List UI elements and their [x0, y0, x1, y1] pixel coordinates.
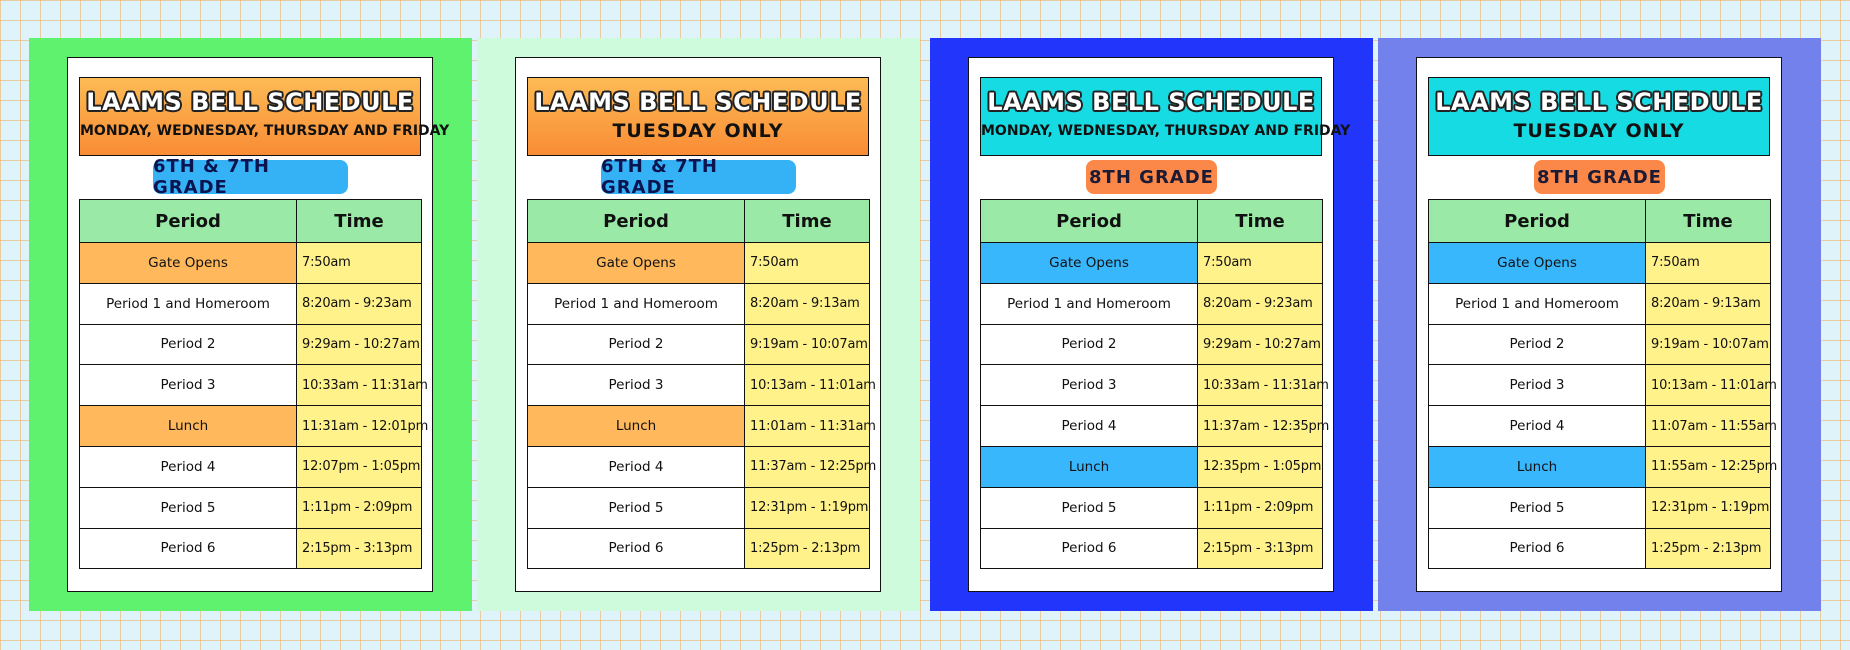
time-cell: 11:31am - 12:01pm [297, 406, 422, 447]
period-cell: Period 3 [981, 365, 1198, 406]
table-row [80, 365, 422, 406]
schedule-card [968, 57, 1351, 592]
table-header-row [981, 200, 1323, 243]
time-cell: 7:50am [1646, 243, 1771, 284]
period-cell: Period 3 [1429, 365, 1646, 406]
table-row [1429, 243, 1771, 284]
table-row [981, 406, 1323, 447]
period-column-header: Period [1429, 200, 1646, 243]
period-cell: Period 2 [80, 324, 297, 365]
period-cell: Period 4 [981, 406, 1198, 447]
time-cell: 2:15pm - 3:13pm [297, 528, 422, 569]
schedule-days: TUESDAY ONLY [1513, 120, 1685, 142]
time-cell: 1:11pm - 2:09pm [1198, 487, 1323, 528]
schedule-table [79, 199, 429, 569]
table-row [528, 324, 870, 365]
table-row [1429, 446, 1771, 487]
schedule-days: MONDAY, WEDNESDAY, THURSDAY AND FRIDAY [80, 123, 450, 139]
schedule-header [980, 77, 1351, 156]
time-cell: 8:20am - 9:13am [1646, 283, 1771, 324]
table-row [1429, 283, 1771, 324]
time-cell: 10:13am - 11:01am [745, 365, 870, 406]
time-cell: 8:20am - 9:23am [297, 283, 422, 324]
time-cell: 7:50am [297, 243, 422, 284]
time-cell: 8:20am - 9:23am [1198, 283, 1323, 324]
table-row [80, 324, 422, 365]
time-column-header: Time [297, 200, 422, 243]
table-row [1429, 324, 1771, 365]
period-cell: Lunch [981, 446, 1198, 487]
period-cell: Period 1 and Homeroom [981, 283, 1198, 324]
time-cell: 10:33am - 11:31am [297, 365, 422, 406]
time-cell: 1:25pm - 2:13pm [1646, 528, 1771, 569]
table-row [1429, 528, 1771, 569]
time-cell: 11:07am - 11:55am [1646, 406, 1771, 447]
table-row [528, 243, 870, 284]
schedule-header [527, 77, 869, 156]
period-cell: Period 2 [1429, 324, 1646, 365]
schedule-table [1428, 199, 1778, 569]
schedule-panel-3 [930, 38, 1373, 611]
schedule-panel-1 [29, 38, 472, 611]
table-row [528, 283, 870, 324]
grade-badge: 6TH & 7TH GRADE [601, 160, 796, 194]
time-cell: 9:19am - 10:07am [1646, 324, 1771, 365]
period-column-header: Period [80, 200, 297, 243]
schedule-header [1428, 77, 1770, 156]
time-cell: 7:50am [1198, 243, 1323, 284]
time-cell: 11:37am - 12:35pm [1198, 406, 1323, 447]
table-row [1429, 365, 1771, 406]
time-cell: 9:29am - 10:27am [1198, 324, 1323, 365]
period-cell: Period 2 [528, 324, 745, 365]
period-cell: Period 1 and Homeroom [1429, 283, 1646, 324]
schedule-title: LAAMS BELL SCHEDULE [86, 88, 414, 116]
period-cell: Gate Opens [80, 243, 297, 284]
time-column-header: Time [1646, 200, 1771, 243]
table-row [981, 365, 1323, 406]
table-header-row [80, 200, 422, 243]
schedule-card [67, 57, 450, 592]
period-cell: Period 4 [528, 446, 745, 487]
table-row [981, 446, 1323, 487]
period-cell: Period 1 and Homeroom [80, 283, 297, 324]
schedule-card [1416, 57, 1782, 592]
table-row [981, 324, 1323, 365]
table-row [1429, 487, 1771, 528]
table-header-row [528, 200, 870, 243]
time-cell: 2:15pm - 3:13pm [1198, 528, 1323, 569]
schedule-title: LAAMS BELL SCHEDULE [534, 88, 862, 116]
table-row [80, 528, 422, 569]
time-cell: 9:29am - 10:27am [297, 324, 422, 365]
time-column-header: Time [745, 200, 870, 243]
period-cell: Lunch [80, 406, 297, 447]
time-cell: 12:31pm - 1:19pm [745, 487, 870, 528]
period-cell: Period 6 [1429, 528, 1646, 569]
period-column-header: Period [528, 200, 745, 243]
period-column-header: Period [981, 200, 1198, 243]
period-cell: Period 5 [1429, 487, 1646, 528]
time-cell: 12:31pm - 1:19pm [1646, 487, 1771, 528]
table-row [1429, 406, 1771, 447]
grade-badge: 6TH & 7TH GRADE [153, 160, 348, 194]
period-cell: Gate Opens [1429, 243, 1646, 284]
time-cell: 7:50am [745, 243, 870, 284]
time-cell: 1:11pm - 2:09pm [297, 487, 422, 528]
period-cell: Period 4 [1429, 406, 1646, 447]
time-cell: 12:35pm - 1:05pm [1198, 446, 1323, 487]
time-cell: 10:33am - 11:31am [1198, 365, 1323, 406]
time-cell: 9:19am - 10:07am [745, 324, 870, 365]
table-row [80, 446, 422, 487]
table-row [981, 243, 1323, 284]
schedule-title: LAAMS BELL SCHEDULE [987, 88, 1315, 116]
time-cell: 10:13am - 11:01am [1646, 365, 1771, 406]
time-cell: 8:20am - 9:13am [745, 283, 870, 324]
schedule-days: MONDAY, WEDNESDAY, THURSDAY AND FRIDAY [981, 123, 1351, 139]
schedule-table [527, 199, 877, 569]
schedule-card [515, 57, 881, 592]
time-cell: 11:55am - 12:25pm [1646, 446, 1771, 487]
period-cell: Period 3 [528, 365, 745, 406]
schedule-title: LAAMS BELL SCHEDULE [1435, 88, 1763, 116]
period-cell: Period 5 [80, 487, 297, 528]
time-cell: 11:37am - 12:25pm [745, 446, 870, 487]
period-cell: Gate Opens [981, 243, 1198, 284]
table-row [528, 528, 870, 569]
table-row [528, 487, 870, 528]
time-cell: 11:01am - 11:31am [745, 406, 870, 447]
period-cell: Period 4 [80, 446, 297, 487]
grade-badge: 8TH GRADE [1086, 160, 1217, 194]
period-cell: Period 5 [981, 487, 1198, 528]
schedule-header [79, 77, 450, 156]
grade-badge: 8TH GRADE [1534, 160, 1665, 194]
table-row [981, 528, 1323, 569]
time-cell: 1:25pm - 2:13pm [745, 528, 870, 569]
time-cell: 12:07pm - 1:05pm [297, 446, 422, 487]
table-header-row [1429, 200, 1771, 243]
schedule-table [980, 199, 1330, 569]
table-row [528, 406, 870, 447]
period-cell: Gate Opens [528, 243, 745, 284]
period-cell: Period 1 and Homeroom [528, 283, 745, 324]
table-row [80, 487, 422, 528]
table-row [981, 487, 1323, 528]
schedule-days: TUESDAY ONLY [612, 120, 784, 142]
table-row [80, 283, 422, 324]
table-row [80, 406, 422, 447]
table-row [80, 243, 422, 284]
period-cell: Period 5 [528, 487, 745, 528]
period-cell: Period 3 [80, 365, 297, 406]
period-cell: Period 6 [528, 528, 745, 569]
period-cell: Period 6 [981, 528, 1198, 569]
period-cell: Lunch [528, 406, 745, 447]
period-cell: Period 2 [981, 324, 1198, 365]
table-row [528, 446, 870, 487]
schedule-panel-2 [477, 38, 920, 611]
table-row [981, 283, 1323, 324]
period-cell: Period 6 [80, 528, 297, 569]
table-row [528, 365, 870, 406]
time-column-header: Time [1198, 200, 1323, 243]
schedule-panel-4 [1378, 38, 1821, 611]
period-cell: Lunch [1429, 446, 1646, 487]
